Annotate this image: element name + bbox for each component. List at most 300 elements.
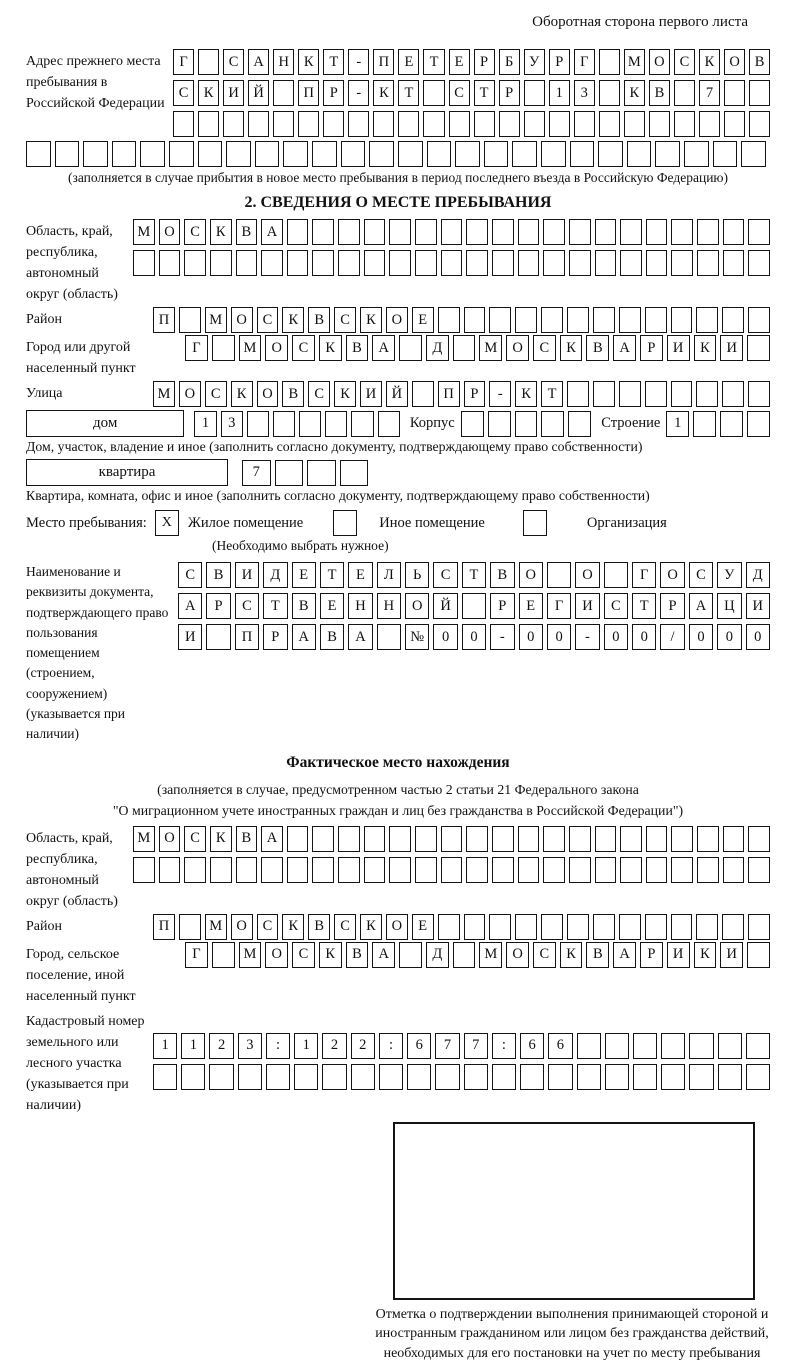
char-box[interactable] — [524, 80, 545, 106]
korpus-row[interactable] — [461, 411, 592, 437]
char-box[interactable] — [466, 250, 488, 276]
city2-row[interactable] — [185, 942, 770, 968]
char-box[interactable] — [236, 857, 258, 883]
char-box[interactable] — [646, 857, 668, 883]
char-box[interactable] — [351, 1064, 375, 1090]
char-box[interactable] — [441, 250, 463, 276]
char-box[interactable]: В — [649, 80, 670, 106]
char-box[interactable]: Е — [449, 49, 470, 75]
char-box[interactable]: О — [265, 942, 288, 968]
char-box[interactable] — [312, 250, 334, 276]
char-box[interactable] — [518, 826, 540, 852]
char-box[interactable]: 0 — [717, 624, 741, 650]
city-row[interactable] — [185, 335, 770, 361]
char-box[interactable] — [474, 111, 495, 137]
char-box[interactable] — [484, 141, 509, 167]
char-box[interactable] — [373, 111, 394, 137]
char-box[interactable]: О — [506, 335, 529, 361]
char-box[interactable] — [438, 307, 460, 333]
prev-address-extra-row[interactable] — [26, 141, 766, 167]
stroenie-row[interactable] — [666, 411, 770, 437]
char-box[interactable] — [398, 111, 419, 137]
char-box[interactable] — [543, 250, 565, 276]
char-box[interactable] — [543, 219, 565, 245]
char-box[interactable]: Г — [185, 942, 208, 968]
char-box[interactable] — [515, 914, 537, 940]
char-box[interactable] — [287, 250, 309, 276]
char-box[interactable]: О — [386, 307, 408, 333]
char-box[interactable] — [55, 141, 80, 167]
document-row-1[interactable] — [178, 562, 770, 588]
char-box[interactable]: Р — [549, 49, 570, 75]
char-box[interactable] — [140, 141, 165, 167]
char-box[interactable]: К — [694, 335, 717, 361]
char-box[interactable] — [299, 411, 321, 437]
char-box[interactable]: М — [133, 826, 155, 852]
char-box[interactable] — [549, 111, 570, 137]
char-box[interactable]: А — [348, 624, 372, 650]
char-box[interactable]: Е — [320, 593, 344, 619]
char-box[interactable] — [415, 826, 437, 852]
char-box[interactable]: П — [438, 381, 460, 407]
char-box[interactable] — [338, 250, 360, 276]
char-box[interactable] — [287, 857, 309, 883]
char-box[interactable] — [312, 141, 337, 167]
char-box[interactable] — [724, 80, 745, 106]
char-box[interactable] — [593, 914, 615, 940]
char-box[interactable]: Т — [541, 381, 563, 407]
char-box[interactable] — [671, 857, 693, 883]
char-box[interactable]: С — [257, 914, 279, 940]
char-box[interactable]: В — [346, 335, 369, 361]
char-box[interactable] — [671, 914, 693, 940]
char-box[interactable]: Г — [185, 335, 208, 361]
char-box[interactable] — [181, 1064, 205, 1090]
char-box[interactable] — [453, 335, 476, 361]
char-box[interactable]: Й — [386, 381, 408, 407]
char-box[interactable] — [515, 307, 537, 333]
char-box[interactable] — [399, 335, 422, 361]
char-box[interactable]: С — [235, 593, 259, 619]
char-box[interactable]: Е — [519, 593, 543, 619]
char-box[interactable] — [723, 250, 745, 276]
char-box[interactable]: 7 — [699, 80, 720, 106]
char-box[interactable]: М — [133, 219, 155, 245]
apartment-number-row[interactable] — [242, 460, 368, 486]
char-box[interactable] — [645, 914, 667, 940]
char-box[interactable]: В — [308, 914, 330, 940]
char-box[interactable]: Е — [398, 49, 419, 75]
char-box[interactable] — [159, 250, 181, 276]
char-box[interactable] — [133, 857, 155, 883]
char-box[interactable]: М — [153, 381, 175, 407]
char-box[interactable] — [748, 250, 770, 276]
char-box[interactable] — [492, 219, 514, 245]
char-box[interactable]: № — [405, 624, 429, 650]
char-box[interactable] — [713, 141, 738, 167]
char-box[interactable]: С — [205, 381, 227, 407]
char-box[interactable] — [364, 826, 386, 852]
char-box[interactable]: О — [159, 826, 181, 852]
char-box[interactable] — [159, 857, 181, 883]
char-box[interactable] — [646, 250, 668, 276]
char-box[interactable] — [415, 857, 437, 883]
char-box[interactable]: Р — [263, 624, 287, 650]
char-box[interactable]: А — [689, 593, 713, 619]
char-box[interactable] — [212, 335, 235, 361]
char-box[interactable]: Р — [490, 593, 514, 619]
char-box[interactable]: С — [533, 335, 556, 361]
char-box[interactable]: К — [360, 914, 382, 940]
char-box[interactable] — [206, 624, 230, 650]
char-box[interactable] — [720, 411, 743, 437]
char-box[interactable] — [696, 307, 718, 333]
char-box[interactable]: Т — [398, 80, 419, 106]
char-box[interactable]: - — [490, 624, 514, 650]
char-box[interactable]: М — [624, 49, 645, 75]
char-box[interactable] — [620, 219, 642, 245]
char-box[interactable] — [543, 857, 565, 883]
char-box[interactable]: 1 — [666, 411, 689, 437]
char-box[interactable]: К — [198, 80, 219, 106]
char-box[interactable] — [684, 141, 709, 167]
stay-type-checkbox-residential[interactable]: X — [155, 510, 179, 536]
char-box[interactable] — [427, 141, 452, 167]
char-box[interactable] — [748, 857, 770, 883]
char-box[interactable]: Р — [474, 49, 495, 75]
char-box[interactable] — [273, 80, 294, 106]
char-box[interactable] — [198, 141, 223, 167]
char-box[interactable]: О — [575, 562, 599, 588]
char-box[interactable] — [283, 141, 308, 167]
char-box[interactable]: И — [223, 80, 244, 106]
char-box[interactable] — [322, 1064, 346, 1090]
char-box[interactable]: В — [320, 624, 344, 650]
char-box[interactable] — [697, 250, 719, 276]
char-box[interactable] — [746, 1033, 770, 1059]
char-box[interactable]: Т — [263, 593, 287, 619]
char-box[interactable] — [624, 111, 645, 137]
char-box[interactable]: В — [236, 219, 258, 245]
char-box[interactable] — [247, 411, 269, 437]
char-box[interactable] — [435, 1064, 459, 1090]
char-box[interactable] — [312, 826, 334, 852]
char-box[interactable]: - — [348, 49, 369, 75]
char-box[interactable] — [255, 141, 280, 167]
char-box[interactable]: И — [720, 335, 743, 361]
char-box[interactable]: А — [613, 942, 636, 968]
char-box[interactable] — [697, 857, 719, 883]
char-box[interactable] — [748, 826, 770, 852]
char-box[interactable]: Д — [263, 562, 287, 588]
char-box[interactable] — [518, 250, 540, 276]
char-box[interactable]: Д — [426, 335, 449, 361]
char-box[interactable]: Е — [412, 914, 434, 940]
char-box[interactable] — [441, 857, 463, 883]
char-box[interactable]: 0 — [689, 624, 713, 650]
char-box[interactable]: 0 — [462, 624, 486, 650]
char-box[interactable]: С — [689, 562, 713, 588]
char-box[interactable] — [567, 307, 589, 333]
char-box[interactable] — [325, 411, 347, 437]
char-box[interactable]: К — [373, 80, 394, 106]
char-box[interactable] — [746, 1064, 770, 1090]
char-box[interactable]: К — [515, 381, 537, 407]
char-box[interactable] — [338, 219, 360, 245]
char-box[interactable] — [570, 141, 595, 167]
char-box[interactable]: К — [210, 219, 232, 245]
char-box[interactable] — [173, 111, 194, 137]
char-box[interactable]: П — [153, 914, 175, 940]
char-box[interactable]: О — [265, 335, 288, 361]
char-box[interactable]: О — [649, 49, 670, 75]
char-box[interactable] — [722, 307, 744, 333]
char-box[interactable]: : — [266, 1033, 290, 1059]
char-box[interactable] — [441, 219, 463, 245]
char-box[interactable] — [389, 219, 411, 245]
char-box[interactable] — [593, 307, 615, 333]
char-box[interactable]: А — [292, 624, 316, 650]
house-number-row[interactable] — [194, 411, 399, 437]
char-box[interactable]: К — [210, 826, 232, 852]
char-box[interactable] — [619, 381, 641, 407]
char-box[interactable]: И — [575, 593, 599, 619]
char-box[interactable] — [210, 857, 232, 883]
char-box[interactable]: Т — [632, 593, 656, 619]
char-box[interactable]: С — [604, 593, 628, 619]
char-box[interactable] — [261, 857, 283, 883]
char-box[interactable]: О — [257, 381, 279, 407]
char-box[interactable] — [620, 250, 642, 276]
char-box[interactable] — [441, 826, 463, 852]
char-box[interactable] — [524, 111, 545, 137]
char-box[interactable]: О — [386, 914, 408, 940]
char-box[interactable]: О — [506, 942, 529, 968]
char-box[interactable]: Е — [412, 307, 434, 333]
char-box[interactable] — [543, 826, 565, 852]
char-box[interactable]: О — [231, 307, 253, 333]
char-box[interactable] — [567, 381, 589, 407]
char-box[interactable] — [209, 1064, 233, 1090]
char-box[interactable] — [492, 826, 514, 852]
char-box[interactable] — [724, 111, 745, 137]
char-box[interactable] — [569, 250, 591, 276]
char-box[interactable]: У — [717, 562, 741, 588]
char-box[interactable]: С — [173, 80, 194, 106]
char-box[interactable]: А — [261, 826, 283, 852]
char-box[interactable]: Й — [433, 593, 457, 619]
char-box[interactable] — [212, 942, 235, 968]
char-box[interactable]: Т — [323, 49, 344, 75]
char-box[interactable] — [273, 111, 294, 137]
char-box[interactable] — [689, 1033, 713, 1059]
char-box[interactable] — [489, 307, 511, 333]
char-box[interactable] — [294, 1064, 318, 1090]
char-box[interactable] — [604, 562, 628, 588]
char-box[interactable] — [671, 219, 693, 245]
char-box[interactable] — [548, 1064, 572, 1090]
char-box[interactable]: П — [298, 80, 319, 106]
char-box[interactable] — [492, 250, 514, 276]
char-box[interactable] — [466, 857, 488, 883]
char-box[interactable]: 1 — [181, 1033, 205, 1059]
char-box[interactable]: Р — [660, 593, 684, 619]
char-box[interactable] — [389, 826, 411, 852]
char-box[interactable]: И — [667, 335, 690, 361]
char-box[interactable]: Л — [377, 562, 401, 588]
char-box[interactable] — [275, 460, 304, 486]
char-box[interactable] — [307, 460, 336, 486]
char-box[interactable] — [748, 219, 770, 245]
char-box[interactable] — [696, 914, 718, 940]
char-box[interactable] — [461, 411, 484, 437]
char-box[interactable]: В — [749, 49, 770, 75]
char-box[interactable] — [697, 219, 719, 245]
char-box[interactable] — [412, 381, 434, 407]
char-box[interactable] — [210, 250, 232, 276]
char-box[interactable] — [198, 49, 219, 75]
char-box[interactable]: Р — [499, 80, 520, 106]
char-box[interactable]: В — [292, 593, 316, 619]
char-box[interactable] — [423, 111, 444, 137]
char-box[interactable] — [595, 250, 617, 276]
char-box[interactable]: 2 — [209, 1033, 233, 1059]
char-box[interactable] — [398, 141, 423, 167]
char-box[interactable]: С — [334, 914, 356, 940]
char-box[interactable] — [599, 49, 620, 75]
prev-address-row-2[interactable] — [173, 80, 770, 106]
char-box[interactable]: К — [699, 49, 720, 75]
char-box[interactable]: 0 — [632, 624, 656, 650]
char-box[interactable]: 0 — [433, 624, 457, 650]
char-box[interactable] — [749, 111, 770, 137]
char-box[interactable] — [541, 411, 564, 437]
char-box[interactable]: Ц — [717, 593, 741, 619]
char-box[interactable] — [341, 141, 366, 167]
char-box[interactable] — [520, 1064, 544, 1090]
char-box[interactable] — [599, 111, 620, 137]
char-box[interactable]: С — [308, 381, 330, 407]
char-box[interactable]: О — [724, 49, 745, 75]
char-box[interactable] — [646, 826, 668, 852]
char-box[interactable] — [627, 141, 652, 167]
char-box[interactable]: 0 — [746, 624, 770, 650]
char-box[interactable]: В — [490, 562, 514, 588]
prev-address-row-3[interactable] — [173, 111, 770, 137]
char-box[interactable] — [287, 826, 309, 852]
region2-row-1[interactable] — [133, 826, 770, 852]
char-box[interactable] — [464, 1064, 488, 1090]
char-box[interactable]: А — [178, 593, 202, 619]
char-box[interactable] — [415, 250, 437, 276]
char-box[interactable]: И — [667, 942, 690, 968]
char-box[interactable] — [179, 914, 201, 940]
char-box[interactable]: К — [360, 307, 382, 333]
char-box[interactable]: Ь — [405, 562, 429, 588]
char-box[interactable] — [747, 411, 770, 437]
char-box[interactable]: В — [586, 942, 609, 968]
char-box[interactable]: К — [560, 942, 583, 968]
char-box[interactable]: В — [346, 942, 369, 968]
char-box[interactable]: Г — [632, 562, 656, 588]
char-box[interactable] — [83, 141, 108, 167]
char-box[interactable] — [674, 111, 695, 137]
char-box[interactable] — [236, 250, 258, 276]
char-box[interactable] — [492, 857, 514, 883]
char-box[interactable]: М — [205, 914, 227, 940]
char-box[interactable] — [518, 857, 540, 883]
char-box[interactable]: С — [674, 49, 695, 75]
prev-address-row-1[interactable] — [173, 49, 770, 75]
char-box[interactable] — [453, 942, 476, 968]
char-box[interactable]: П — [373, 49, 394, 75]
char-box[interactable]: И — [360, 381, 382, 407]
char-box[interactable] — [351, 411, 373, 437]
char-box[interactable] — [248, 111, 269, 137]
region2-row-2[interactable] — [133, 857, 770, 883]
char-box[interactable] — [569, 826, 591, 852]
char-box[interactable] — [312, 219, 334, 245]
char-box[interactable] — [620, 826, 642, 852]
char-box[interactable]: / — [660, 624, 684, 650]
char-box[interactable] — [748, 914, 770, 940]
char-box[interactable]: В — [236, 826, 258, 852]
char-box[interactable] — [646, 219, 668, 245]
char-box[interactable] — [273, 411, 295, 437]
char-box[interactable] — [568, 411, 591, 437]
char-box[interactable] — [455, 141, 480, 167]
char-box[interactable] — [415, 219, 437, 245]
char-box[interactable] — [599, 80, 620, 106]
char-box[interactable] — [499, 111, 520, 137]
char-box[interactable]: Т — [423, 49, 444, 75]
char-box[interactable]: 7 — [435, 1033, 459, 1059]
char-box[interactable]: Р — [206, 593, 230, 619]
char-box[interactable]: С — [334, 307, 356, 333]
char-box[interactable]: Г — [574, 49, 595, 75]
char-box[interactable] — [718, 1064, 742, 1090]
char-box[interactable] — [184, 250, 206, 276]
char-box[interactable] — [749, 80, 770, 106]
char-box[interactable] — [671, 250, 693, 276]
char-box[interactable] — [541, 141, 566, 167]
char-box[interactable] — [605, 1033, 629, 1059]
cadastral-row-2[interactable] — [153, 1064, 770, 1090]
char-box[interactable] — [179, 307, 201, 333]
char-box[interactable] — [512, 141, 537, 167]
char-box[interactable]: С — [533, 942, 556, 968]
char-box[interactable]: Н — [377, 593, 401, 619]
char-box[interactable] — [488, 411, 511, 437]
char-box[interactable]: М — [239, 335, 262, 361]
region-row-2[interactable] — [133, 250, 770, 276]
char-box[interactable]: : — [379, 1033, 403, 1059]
char-box[interactable] — [748, 381, 770, 407]
char-box[interactable] — [697, 826, 719, 852]
char-box[interactable] — [747, 942, 770, 968]
char-box[interactable]: 3 — [238, 1033, 262, 1059]
char-box[interactable]: А — [261, 219, 283, 245]
char-box[interactable]: К — [282, 307, 304, 333]
char-box[interactable]: К — [694, 942, 717, 968]
char-box[interactable] — [633, 1064, 657, 1090]
char-box[interactable] — [323, 111, 344, 137]
char-box[interactable]: В — [206, 562, 230, 588]
region-row-1[interactable] — [133, 219, 770, 245]
char-box[interactable]: К — [624, 80, 645, 106]
char-box[interactable] — [287, 219, 309, 245]
char-box[interactable] — [645, 381, 667, 407]
